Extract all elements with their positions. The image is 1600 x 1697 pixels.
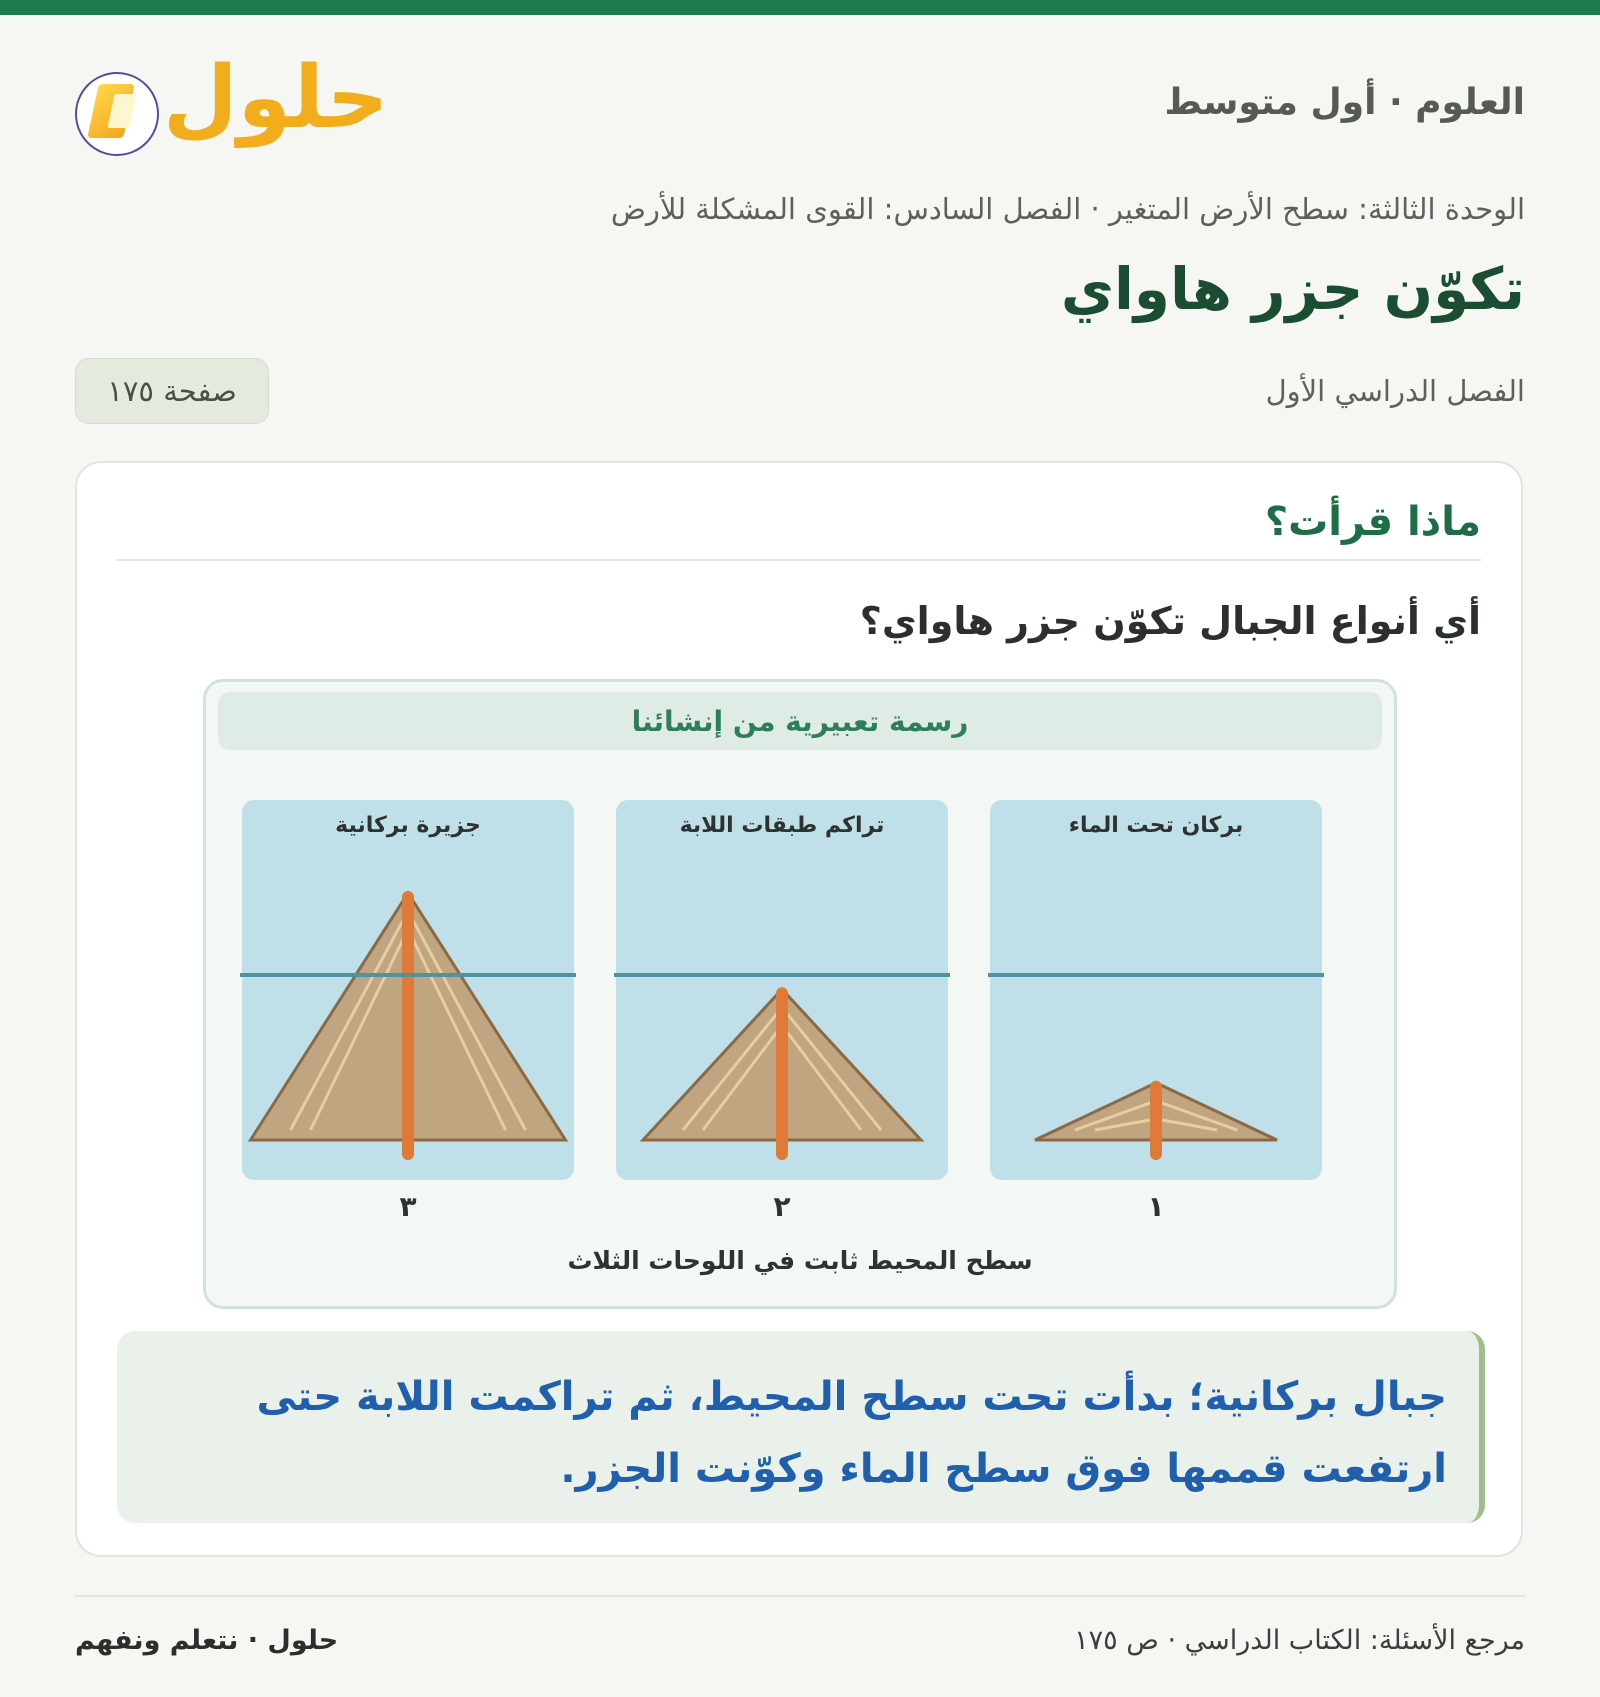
breadcrumb: الوحدة الثالثة: سطح الأرض المتغير · الفصل السادس: القوى المشكلة للأرض <box>610 192 1525 226</box>
panel-label: جزيرة بركانية <box>335 813 481 838</box>
top-accent-bar <box>0 0 1600 15</box>
illustration-figure <box>203 679 1397 1309</box>
question-card <box>75 461 1523 1557</box>
figure-note: سطح المحيط ثابت في اللوحات الثلاث <box>567 1246 1033 1275</box>
panel-number: ٢ <box>773 1190 791 1223</box>
panel-number: ٣ <box>399 1190 417 1223</box>
answer-box: جبال بركانية؛ بدأت تحت سطح المحيط، ثم تراكمت اللابة حتى ارتفعت قممها فوق سطح الماء وكوّنت الجزر. <box>117 1331 1485 1523</box>
logo-text: حلول <box>163 48 389 148</box>
card-heading: ماذا قرأت؟ <box>1264 499 1481 545</box>
footer-reference: مرجع الأسئلة: الكتاب الدراسي · ص ١٧٥ <box>1074 1625 1525 1656</box>
footer-brand: حلول · نتعلم ونفهم <box>75 1625 339 1656</box>
header <box>75 48 1525 162</box>
figure-caption: رسمة تعبيرية من إنشائنا <box>218 692 1382 750</box>
question-text: أي أنواع الجبال تكوّن جزر هاواي؟ <box>859 599 1481 643</box>
footer-divider <box>75 1595 1525 1597</box>
subject-label: العلوم · أول متوسط <box>1164 82 1525 123</box>
logo-emblem-icon <box>75 72 159 156</box>
panel-label: تراكم طبقات اللابة <box>679 813 885 838</box>
volcano-stages-diagram <box>206 682 1394 1306</box>
semester-label: الفصل الدراسي الأول <box>1265 374 1525 408</box>
panel-number: ١ <box>1147 1190 1165 1223</box>
card-divider <box>117 559 1481 561</box>
page-number-badge: صفحة ١٧٥ <box>75 358 269 424</box>
page-title: تكوّن جزر هاواي <box>1060 255 1525 323</box>
panel-label: بركان تحت الماء <box>1068 813 1244 838</box>
site-logo[interactable] <box>75 48 389 162</box>
